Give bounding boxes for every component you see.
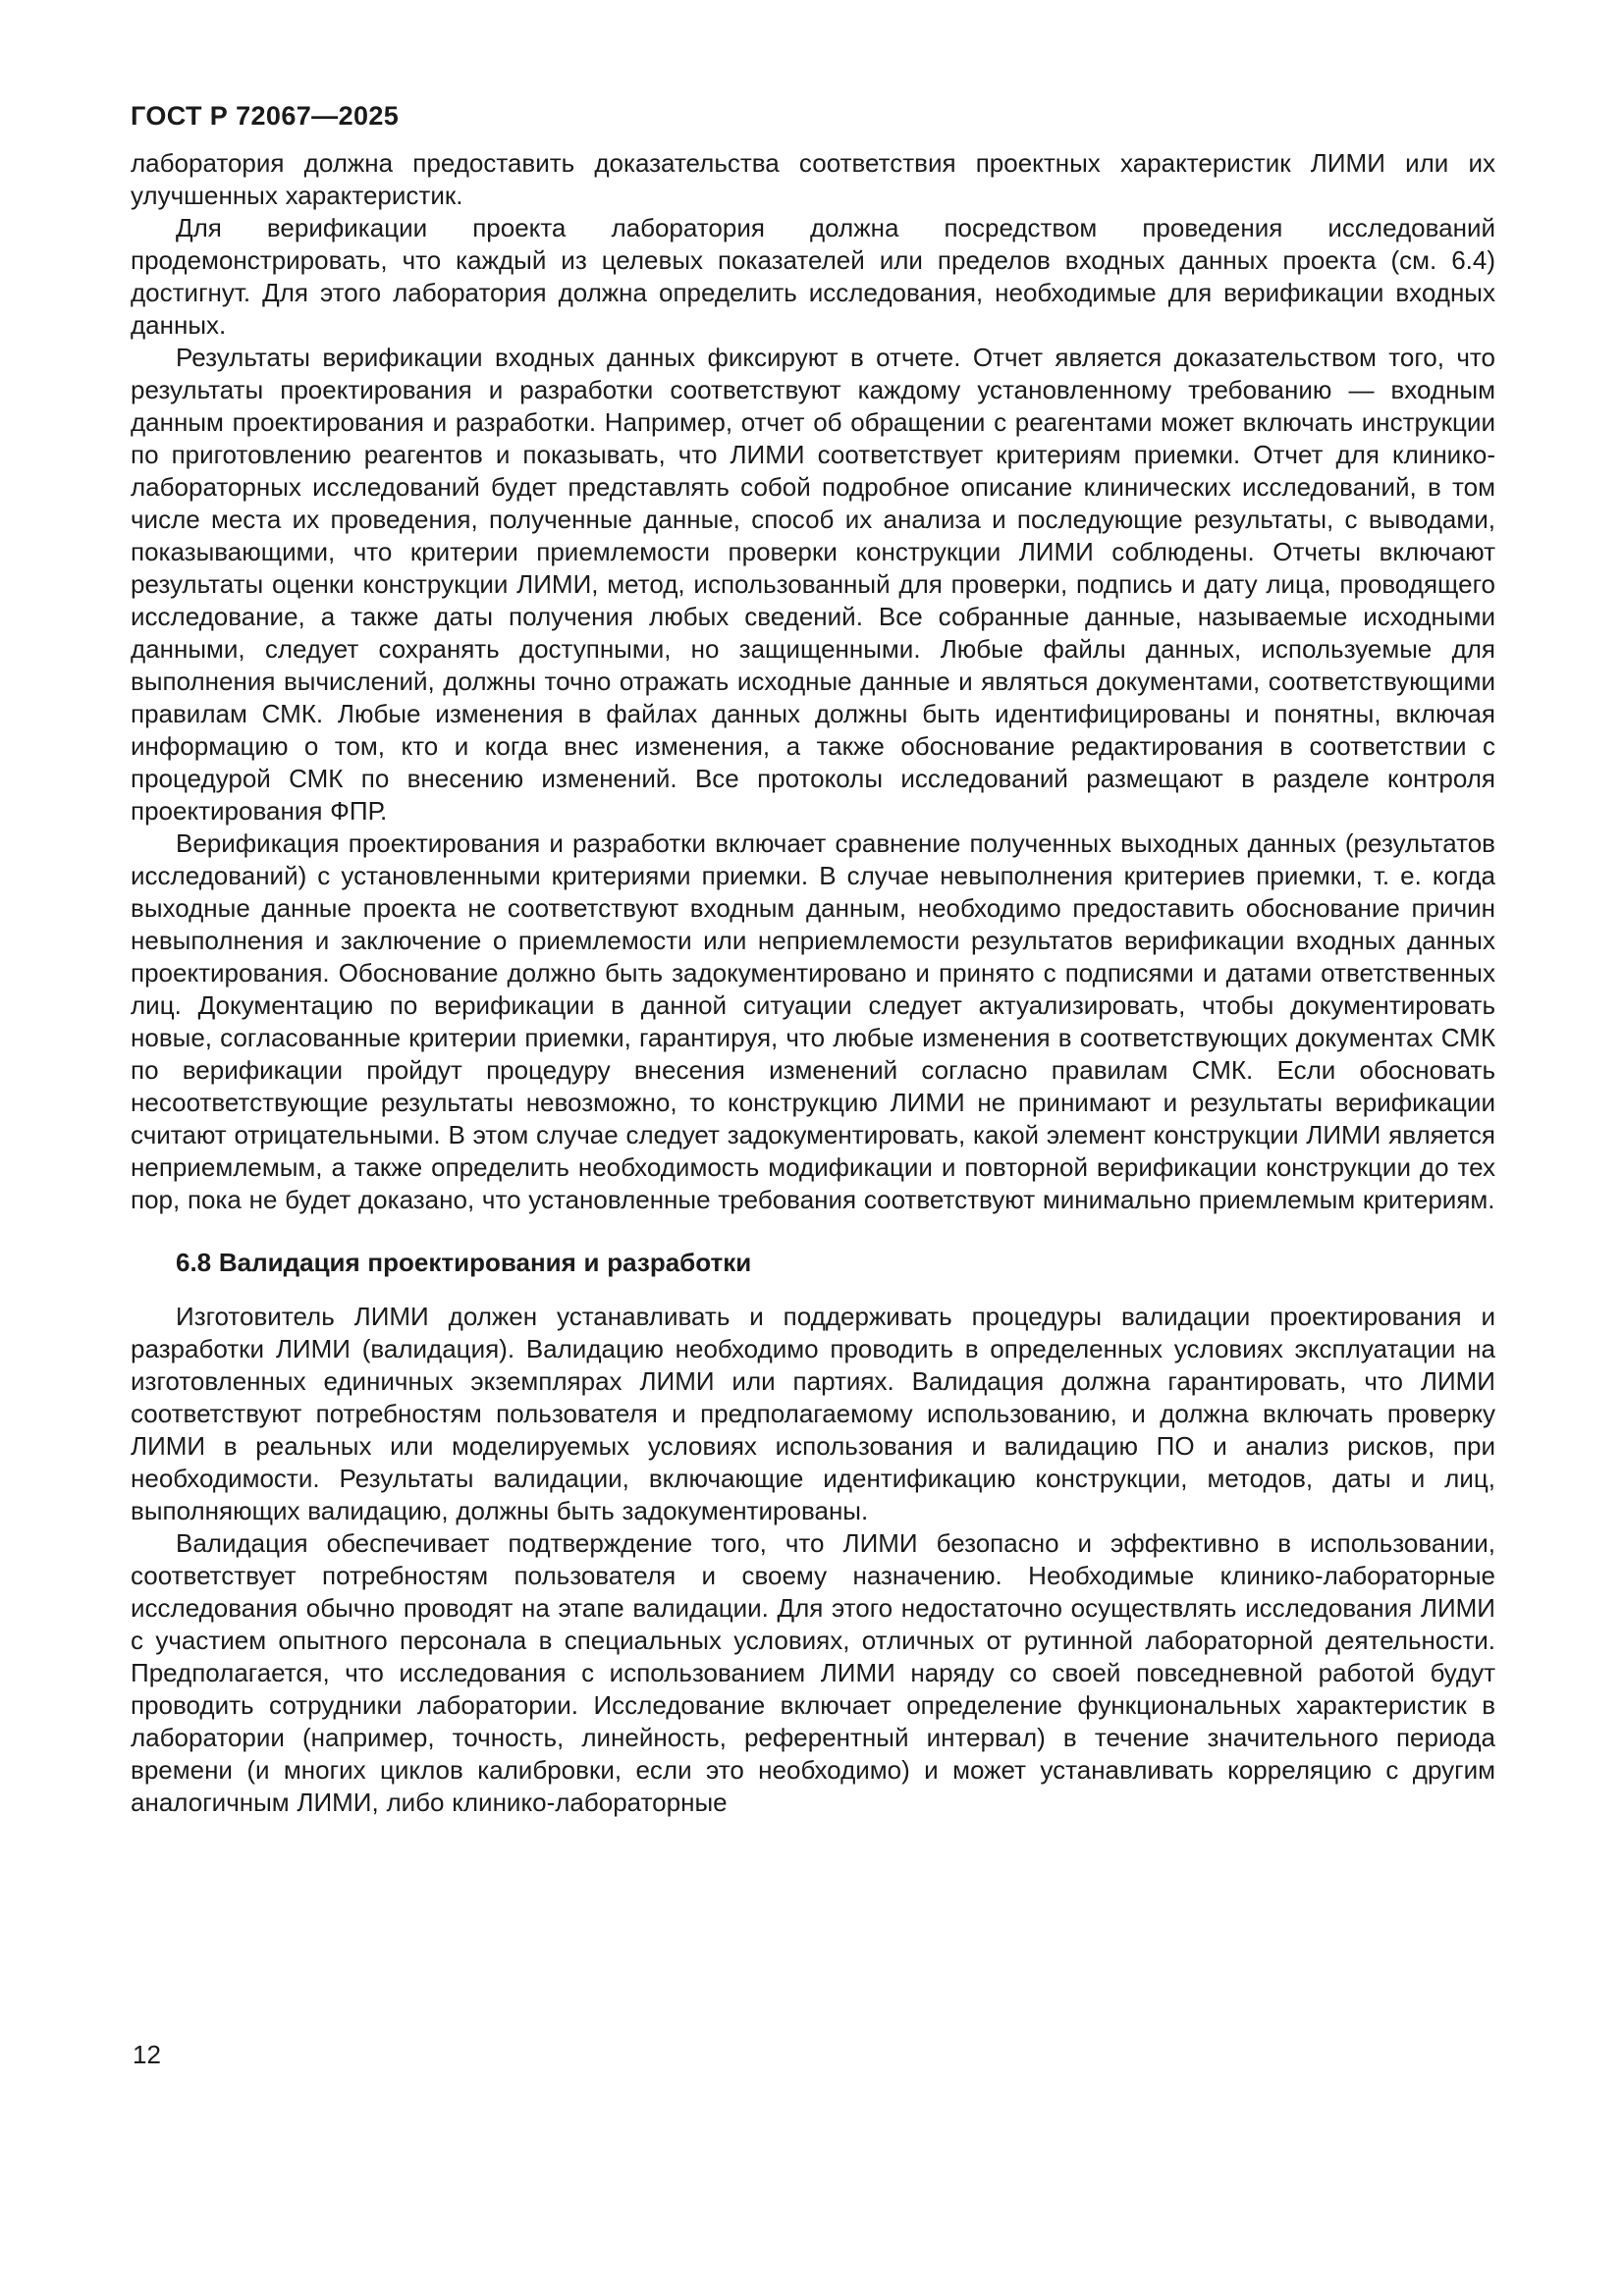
document-code-header: ГОСТ Р 72067—2025 — [131, 101, 400, 131]
paragraph: Верификация проектирования и разработки включает сравнение полученных выходных данных (результатов исследований) с установленными критериями приемки. В случае невыполнения критериев приемки, т. е. когда выходные данные проекта не соответствуют входным данным, необходимо предоставить обоснование причин невыполнения и заключение о приемлемости или неприемлемости результатов верификации входных данных проектирования. Обоснование должно быть задокументировано и принято с подписями и датами ответственных лиц. Документацию по верификации в данной ситуации следует актуализировать, чтобы документировать новые, согласованные критерии приемки, гарантируя, что любые изменения в соответствующих документах СМК по верификации пройдут процедуру внесения изменений согласно правилам СМК. Если обосновать несоответствующие результаты невозможно, то конструкцию ЛИМИ не принимают и результаты верификации считают отрицательными. В этом случае следует задокументировать, какой элемент конструкции ЛИМИ является неприемлемым, а также определить необходимость модификации и повторной верификации конструкции до тех пор, пока не будет доказано, что установленные требования соответствуют минимально приемлемым критериям. — [131, 828, 1495, 1214]
paragraph: Изготовитель ЛИМИ должен устанавливать и поддерживать процедуры валидации проектирования и разработки ЛИМИ (валидация). Валидацию необходимо проводить в определенных условиях эксплуатации на изготовленных единичных экземплярах ЛИМИ или партиях. Валидация должна гарантировать, что ЛИМИ соответствуют потребностям пользователя и предполагаемому использованию, и должна включать проверку ЛИМИ в реальных или моделируемых условиях использования и валидацию ПО и анализ рисков, при необходимости. Результаты валидации, включающие идентификацию конструкции, методов, даты и лиц, выполняющих валидацию, должны быть задокументированы. — [131, 1302, 1495, 1525]
document-body — [131, 147, 1495, 1819]
paragraph: Результаты верификации входных данных фиксируют в отчете. Отчет является доказательством того, что результаты проектирования и разработки соответствуют каждому установленному требованию — входным данным проектирования и разработки. Например, отчет об обращении с реагентами может включать инструкции по приготовлению реагентов и показывать, что ЛИМИ соответствует критериям приемки. Отчет для клинико-лабораторных исследований будет представлять собой подробное описание клинических исследований, в том числе места их проведения, полученные данные, способ их анализа и последующие результаты, с выводами, показывающими, что критерии приемлемости проверки конструкции ЛИМИ соблюдены. Отчеты включают результаты оценки конструкции ЛИМИ, метод, использованный для проверки, подпись и дату лица, проводящего исследование, а также даты получения любых сведений. Все собранные данные, называемые исходными данными, следует сохранять доступными, но защищенными. Любые файлы данных, используемые для выполнения вычислений, должны точно отражать исходные данные и являться документами, соответствующими правилам СМК. Любые изменения в файлах данных должны быть идентифицированы и понятны, включая информацию о том, кто и когда внес изменения, а также обоснование редактирования в соответствии с процедурой СМК по внесению изменений. Все протоколы исследований размещают в разделе контроля проектирования ФПР. — [131, 343, 1495, 826]
paragraph-continuation: лаборатория должна предоставить доказательства соответствия проектных характеристик ЛИМИ или их улучшенных характеристик. — [131, 148, 1495, 210]
paragraph: Валидация обеспечивает подтверждение того, что ЛИМИ безопасно и эффективно в использовании, соответствует потребностям пользователя и своему назначению. Необходимые клинико-лабораторные исследования обычно проводят на этапе валидации. Для этого недостаточно осуществлять исследования ЛИМИ с участием опытного персонала в специальных условиях, отличных от рутинной лабораторной деятельности. Предполагается, что исследования с использованием ЛИМИ наряду со своей повседневной работой будут проводить сотрудники лаборатории. Исследование включает определение функциональных характеристик в лаборатории (например, точность, линейность, референтный интервал) в течение значительного периода времени (и многих циклов калибровки, если это необходимо) и может устанавливать корреляцию с другим аналогичным ЛИМИ, либо клинико-лабораторные — [131, 1528, 1495, 1817]
section-heading-6-8: 6.8 Валидация проектирования и разработки — [176, 1248, 752, 1277]
paragraph: Для верификации проекта лаборатория должна посредством проведения исследований продемонстрировать, что каждый из целевых показателей или пределов входных данных проекта (см. 6.4) достигнут. Для этого лаборатория должна определить исследования, необходимые для верификации входных данных. — [131, 213, 1495, 340]
page-number: 12 — [133, 2040, 161, 2069]
